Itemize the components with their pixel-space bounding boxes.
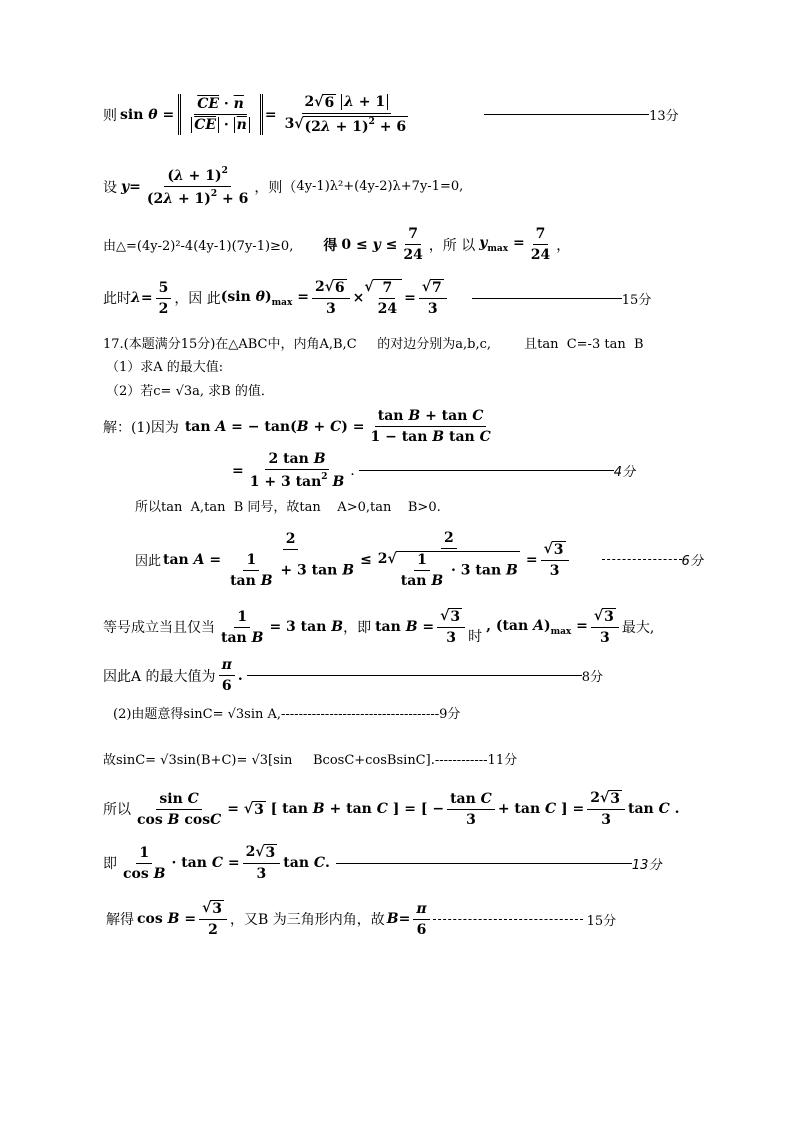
formula-tan-a: tan A = − tan(B + C) = (184, 418, 365, 435)
sol-same-sign (135, 496, 441, 515)
line-sin-theta (103, 94, 679, 135)
line-set-y (103, 166, 463, 207)
sol-inequality (135, 530, 703, 589)
sol-prefix: 所以 (103, 802, 131, 818)
sol-shi: 时 (468, 629, 483, 645)
score-15: 15分 (586, 913, 617, 929)
sol-simplified (103, 844, 661, 882)
q17-part2-text: （2）若c= √3a, 求B 的值． (106, 384, 274, 399)
sol-ratio (103, 790, 680, 828)
score-leader (336, 863, 632, 864)
equals: = (404, 290, 416, 306)
frac-ineq-left: 2 $\frac{1}{\text{tan B}}$ + 3 tan B (230, 530, 355, 589)
formula-theta-result: 2√ 6 λ + 1 3√ $(2\lambda + 1)^2 + 6$ (284, 94, 407, 135)
score-leader (247, 675, 582, 676)
score-8: 8分 (581, 670, 603, 685)
equals: = (129, 178, 141, 195)
formula-tan-a: tan A = (163, 551, 222, 568)
formula-tanc: tan C. (283, 855, 330, 871)
line-because: ，因 此 (174, 291, 221, 307)
score-leader (484, 114, 649, 115)
formula-y: y (121, 178, 130, 195)
frac-7-24-b: $\frac{7}{24}$ (530, 226, 551, 263)
line-prefix: 设 (103, 179, 117, 196)
formula-sin-theta: sin θ = (120, 106, 175, 123)
sol-prefix: 解：(1)因为 (103, 419, 179, 436)
formula-tanc: tan C . (628, 801, 680, 817)
score-13: 13分 (631, 857, 662, 873)
frac-5-2: $\frac{5}{2}$ (156, 280, 172, 317)
score-leader (472, 298, 622, 299)
sol-prefix: 等号成立当且仅当 (103, 620, 215, 636)
frac-sqrt3-3: √ 3 3 (591, 608, 619, 646)
formula-y-frac: $\frac{(\lambda + 1)^2}{(2\lambda + 1)^2 + 6}$ (146, 166, 249, 207)
frac-sqrt7-3: √ 7 3 (419, 279, 447, 317)
frac-sqrt3-2: √ 3 2 (199, 900, 227, 938)
q17-part1-text: （1）求A 的最大值: (106, 360, 224, 375)
same-sign-text: 所以tan A,tan B 同号，故tan A>0,tan B>0. (135, 500, 441, 515)
quadratic-equation: 4y-1)λ²+(4y-2)λ+7y-1=0, (296, 179, 464, 194)
sol-tan-a-2 (232, 451, 635, 490)
score-leader (602, 559, 682, 560)
frac-pi-6: $\frac{\pi}{6}$ (219, 657, 235, 694)
equals: = (264, 106, 277, 123)
discriminant-text: 由△=(4y-2)²-4(4y-1)(7y-1)≥0, (103, 239, 294, 254)
part2-text: (2)由题意得sinC= √3sin A,------------------------------------9分 (113, 707, 461, 722)
equals: = (398, 911, 411, 927)
sin-expand-text: 故sinC= √3sin(B+C)= √3[sin BcosC+cosBsinC].------------11分 (103, 753, 518, 768)
line-then: ，则（ (254, 179, 297, 196)
score-6: 6分 (681, 554, 703, 569)
frac-7-24: $\frac{7}{24}$ (403, 226, 423, 263)
sol-tan-a (103, 408, 497, 445)
q17-part1 (106, 356, 223, 375)
formula-tanamax: , (tan $A)_{max}$ = (486, 617, 588, 637)
times: × (352, 290, 365, 306)
frac-1-tanb: $\frac{1}{\text{tan B}}$ (221, 608, 264, 646)
formula-3tanb: = 3 tan B (269, 619, 344, 635)
score-13: 13分 (649, 109, 679, 124)
frac-1-cosb: $\frac{1}{\text{cos B}}$ (123, 844, 166, 882)
formula-cos-abs: $\frac{\overline{CE} \cdot \overline{n}}{\overline{CE} \cdot \overline{n}}$ (178, 94, 263, 135)
sol-max: 最大, (621, 620, 655, 636)
sol-max-a (103, 657, 603, 694)
q17-text: 17.(本题满分15分)在△ABC中，内角A,B,C 的对边分别为a,b,c, 且tan C=-3 tan B (103, 337, 644, 352)
frac-pi-6: $\frac{\pi}{6}$ (413, 901, 429, 938)
score-leader (359, 470, 614, 471)
comma: ， (556, 237, 571, 254)
sol-prefix: 解得 (106, 912, 134, 928)
sol-sin-expand (103, 749, 517, 768)
frac-sinc-cosbcosc: $\frac{\text{sin C}}{\text{cos B cosC}}$ (137, 790, 222, 828)
frac-2sqrt6-3: 2√ 6 3 (312, 279, 350, 317)
frac-2sqrt3-3: 2√ 3 3 (243, 844, 281, 882)
frac-sqrt3-3: √ 3 3 (437, 608, 465, 646)
frac-sqrt3-3: √ 3 3 (541, 541, 569, 579)
q17-part2 (106, 380, 274, 399)
line-so: ，所 以 (428, 237, 476, 254)
sol-prefix: 因此A 的最大值为 (103, 668, 216, 685)
line-discriminant (103, 226, 570, 263)
formula-tanc-eq: · tan C = (171, 855, 240, 871)
line-lambda (103, 279, 651, 317)
frac-2sqrt3-3: 2√ 3 3 (587, 790, 625, 828)
formula-range: 0 ≤ y ≤ (341, 236, 398, 253)
sol-final (106, 900, 616, 938)
equals: = (140, 290, 153, 306)
formula-ymax: $y_{max}$ = (479, 235, 525, 254)
sol-part2-start (113, 703, 460, 722)
sol-prefix: 即 (103, 856, 117, 872)
line-get: 得 (323, 237, 338, 254)
line-prefix: 则 (103, 107, 117, 124)
equals: = (232, 462, 244, 479)
sqrt-7-24: √ $\frac{7}{24}$ (364, 279, 402, 317)
sol-prefix: 因此 (135, 554, 162, 569)
sol-ji: ，即 (343, 620, 372, 636)
period: . (237, 667, 243, 684)
equals: = (525, 551, 538, 568)
period: . (350, 462, 355, 479)
sol-mid: ，又B 为三角形内角，故 (230, 912, 385, 928)
frac-tanc-3: $\frac{\text{tan C}}{3}$ (447, 791, 495, 828)
formula-lambda: λ (131, 290, 141, 306)
formula-tanb: tan B = (375, 619, 435, 635)
score-leader (433, 919, 583, 920)
line-prefix: 此时 (103, 291, 131, 307)
frac-ineq-right: 2 2√ $\frac{1}{\text{tan B}}$ · 3 tan B (377, 530, 518, 589)
score-4: 4分 (613, 465, 636, 480)
q17-statement (103, 333, 644, 352)
formula-b: B (386, 911, 399, 927)
formula-sin-max: (sin $\theta)_{max}$ = (220, 288, 309, 308)
score-15: 15分 (621, 292, 652, 308)
formula-cosb: cos B = (137, 911, 197, 927)
frac-tan-sum: $\frac{\text{tan B + tan C}}{\text{1 − tan B tan C}}$ (370, 408, 491, 445)
leq: ≤ (360, 551, 372, 568)
formula-ratio: = √ 3 [ tan B + tan C ] = [ − (227, 800, 445, 818)
frac-2tanb: $\frac{\text{2 tan B}}{1 + 3 \tan^2 B}$ (249, 451, 345, 490)
formula-ratio-2: + tan C ] = (497, 801, 585, 817)
sol-equality (103, 608, 654, 646)
